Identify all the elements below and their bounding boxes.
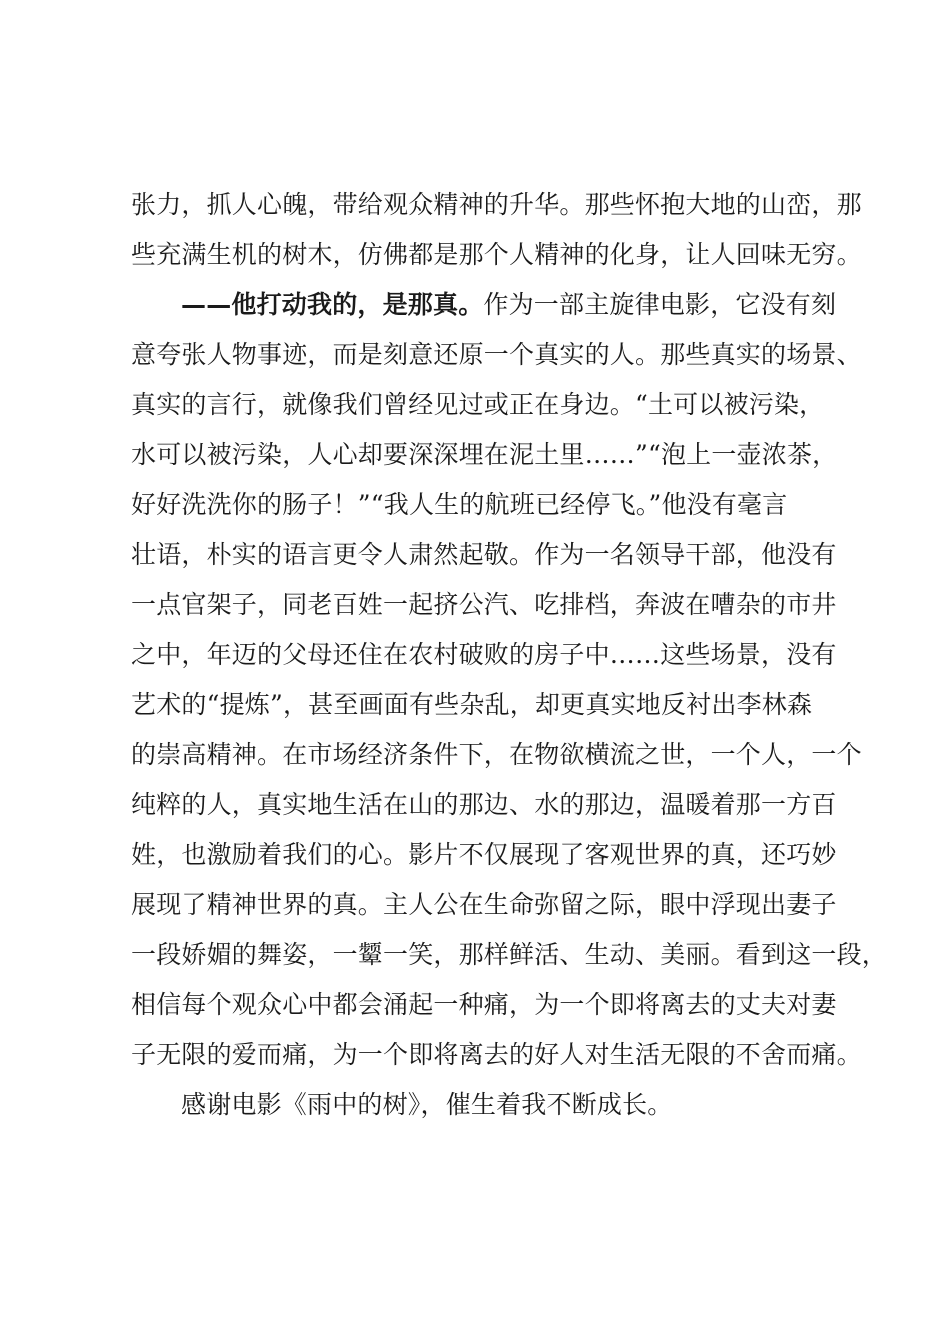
text-line: 艺术的“提炼”，甚至画面有些杂乱，却更真实地反衬出李林森	[131, 690, 813, 719]
text-line: 展现了精神世界的真。主人公在生命弥留之际，眼中浮现出妻子	[131, 890, 837, 919]
text-line: 相信每个观众心中都会涌起一种痛，为一个即将离去的丈夫对妻	[131, 990, 837, 1019]
text-line: 的崇高精神。在市场经济条件下，在物欲横流之世，一个人，一个	[131, 740, 862, 769]
body-text	[131, 180, 888, 1130]
text-line: 之中，年迈的父母还住在农村破败的房子中……这些场景，没有	[131, 640, 837, 669]
text-line: 真实的言行，就像我们曾经见过或正在身边。“土可以被污染，	[131, 390, 825, 419]
text-line: 张力，抓人心魄，带给观众精神的升华。那些怀抱大地的山峦，那	[131, 190, 862, 219]
text-line: 姓，也激励着我们的心。影片不仅展现了客观世界的真，还巧妙	[131, 840, 837, 869]
text-line: 好好洗洗你的肠子！”“我人生的航班已经停飞。”他没有毫言	[131, 490, 788, 519]
text-line: 意夸张人物事迹，而是刻意还原一个真实的人。那些真实的场景、	[131, 340, 862, 369]
text-line: 水可以被污染，人心却要深深埋在泥土里……”“泡上一壶浓茶，	[131, 440, 838, 469]
text-line: 子无限的爱而痛，为一个即将离去的好人对生活无限的不舍而痛。	[131, 1040, 862, 1069]
text-line: 一点官架子，同老百姓一起挤公汽、吃排档，奔波在嘈杂的市井	[131, 590, 837, 619]
text-line: 些充满生机的树木，仿佛都是那个人精神的化身，让人回味无穷。	[131, 240, 862, 269]
text-line: 壮语，朴实的语言更令人肃然起敬。作为一名领导干部，他没有	[131, 540, 837, 569]
text-line: 纯粹的人，真实地生活在山的那边、水的那边，温暖着那一方百	[131, 790, 837, 819]
heading-rest: 作为一部主旋律电影，它没有刻	[483, 290, 837, 319]
paragraph-heading-line	[131, 280, 849, 330]
closing-line: 感谢电影《雨中的树》，催生着我不断成长。	[181, 1090, 673, 1119]
bold-heading: ——他打动我的，是那真。	[181, 290, 484, 319]
text-line: 一段娇媚的舞姿，一颦一笑，那样鲜活、生动、美丽。看到这一段，	[131, 940, 888, 969]
